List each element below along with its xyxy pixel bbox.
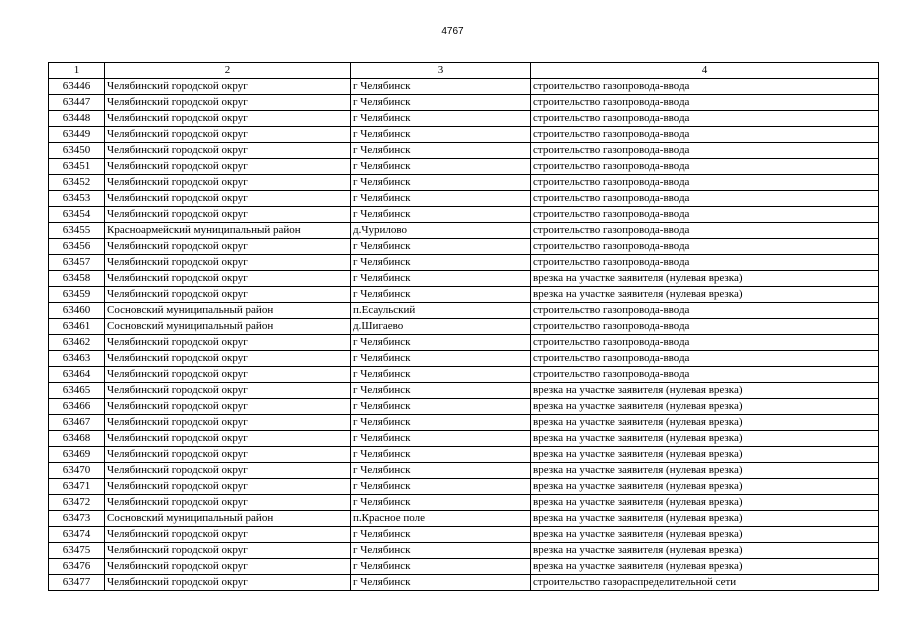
work-type-cell: строительство газопровода-ввода xyxy=(531,79,879,95)
municipality-cell: Челябинский городской округ xyxy=(105,559,351,575)
work-type-cell: врезка на участке заявителя (нулевая врезка) xyxy=(531,415,879,431)
table-row xyxy=(49,447,879,463)
work-type-cell: строительство газопровода-ввода xyxy=(531,367,879,383)
settlement-cell: г Челябинск xyxy=(351,159,531,175)
municipality-cell: Челябинский городской округ xyxy=(105,255,351,271)
table-row xyxy=(49,175,879,191)
table-row xyxy=(49,543,879,559)
table-row xyxy=(49,255,879,271)
row-number-cell: 63462 xyxy=(49,335,105,351)
municipality-cell: Челябинский городской округ xyxy=(105,415,351,431)
header-col-1: 1 xyxy=(49,63,105,79)
work-type-cell: строительство газопровода-ввода xyxy=(531,175,879,191)
row-number-cell: 63474 xyxy=(49,527,105,543)
table-row xyxy=(49,351,879,367)
table-row xyxy=(49,559,879,575)
row-number-cell: 63469 xyxy=(49,447,105,463)
table-header xyxy=(49,63,879,79)
row-number-cell: 63452 xyxy=(49,175,105,191)
table-row xyxy=(49,527,879,543)
settlement-cell: г Челябинск xyxy=(351,127,531,143)
row-number-cell: 63467 xyxy=(49,415,105,431)
municipality-cell: Челябинский городской округ xyxy=(105,111,351,127)
row-number-cell: 63470 xyxy=(49,463,105,479)
settlement-cell: г Челябинск xyxy=(351,543,531,559)
row-number-cell: 63473 xyxy=(49,511,105,527)
municipality-cell: Челябинский городской округ xyxy=(105,207,351,223)
work-type-cell: врезка на участке заявителя (нулевая врезка) xyxy=(531,431,879,447)
header-row xyxy=(49,63,879,79)
work-type-cell: строительство газопровода-ввода xyxy=(531,239,879,255)
work-type-cell: строительство газопровода-ввода xyxy=(531,335,879,351)
row-number-cell: 63459 xyxy=(49,287,105,303)
row-number-cell: 63471 xyxy=(49,479,105,495)
settlement-cell: г Челябинск xyxy=(351,383,531,399)
table-row xyxy=(49,575,879,591)
row-number-cell: 63477 xyxy=(49,575,105,591)
row-number-cell: 63476 xyxy=(49,559,105,575)
table-row xyxy=(49,511,879,527)
municipality-cell: Челябинский городской округ xyxy=(105,399,351,415)
row-number-cell: 63475 xyxy=(49,543,105,559)
municipality-cell: Челябинский городской округ xyxy=(105,383,351,399)
registry-table xyxy=(48,62,879,591)
table-row xyxy=(49,207,879,223)
row-number-cell: 63448 xyxy=(49,111,105,127)
settlement-cell: г Челябинск xyxy=(351,399,531,415)
work-type-cell: врезка на участке заявителя (нулевая врезка) xyxy=(531,447,879,463)
municipality-cell: Челябинский городской округ xyxy=(105,79,351,95)
table-row xyxy=(49,223,879,239)
work-type-cell: строительство газораспределительной сети xyxy=(531,575,879,591)
municipality-cell: Челябинский городской округ xyxy=(105,191,351,207)
municipality-cell: Челябинский городской округ xyxy=(105,367,351,383)
settlement-cell: г Челябинск xyxy=(351,271,531,287)
settlement-cell: г Челябинск xyxy=(351,175,531,191)
municipality-cell: Сосновский муниципальный район xyxy=(105,319,351,335)
table-row xyxy=(49,479,879,495)
header-col-2: 2 xyxy=(105,63,351,79)
settlement-cell: г Челябинск xyxy=(351,463,531,479)
work-type-cell: врезка на участке заявителя (нулевая врезка) xyxy=(531,543,879,559)
settlement-cell: д.Чурилово xyxy=(351,223,531,239)
municipality-cell: Челябинский городской округ xyxy=(105,271,351,287)
table-row xyxy=(49,431,879,447)
work-type-cell: строительство газопровода-ввода xyxy=(531,95,879,111)
row-number-cell: 63446 xyxy=(49,79,105,95)
municipality-cell: Челябинский городской округ xyxy=(105,479,351,495)
work-type-cell: строительство газопровода-ввода xyxy=(531,127,879,143)
settlement-cell: г Челябинск xyxy=(351,255,531,271)
row-number-cell: 63468 xyxy=(49,431,105,447)
table-row xyxy=(49,495,879,511)
row-number-cell: 63466 xyxy=(49,399,105,415)
settlement-cell: д.Шигаево xyxy=(351,319,531,335)
work-type-cell: врезка на участке заявителя (нулевая врезка) xyxy=(531,463,879,479)
table-row xyxy=(49,127,879,143)
settlement-cell: г Челябинск xyxy=(351,111,531,127)
municipality-cell: Челябинский городской округ xyxy=(105,287,351,303)
settlement-cell: г Челябинск xyxy=(351,575,531,591)
table-row xyxy=(49,463,879,479)
page-number: 4767 xyxy=(441,26,464,37)
work-type-cell: врезка на участке заявителя (нулевая врезка) xyxy=(531,287,879,303)
settlement-cell: г Челябинск xyxy=(351,447,531,463)
municipality-cell: Челябинский городской округ xyxy=(105,447,351,463)
table-row xyxy=(49,415,879,431)
settlement-cell: г Челябинск xyxy=(351,191,531,207)
table-row xyxy=(49,399,879,415)
row-number-cell: 63465 xyxy=(49,383,105,399)
table-row xyxy=(49,111,879,127)
work-type-cell: строительство газопровода-ввода xyxy=(531,207,879,223)
settlement-cell: г Челябинск xyxy=(351,431,531,447)
municipality-cell: Челябинский городской округ xyxy=(105,95,351,111)
settlement-cell: г Челябинск xyxy=(351,335,531,351)
table-row xyxy=(49,239,879,255)
row-number-cell: 63447 xyxy=(49,95,105,111)
row-number-cell: 63457 xyxy=(49,255,105,271)
row-number-cell: 63455 xyxy=(49,223,105,239)
municipality-cell: Челябинский городской округ xyxy=(105,527,351,543)
settlement-cell: г Челябинск xyxy=(351,495,531,511)
row-number-cell: 63449 xyxy=(49,127,105,143)
work-type-cell: строительство газопровода-ввода xyxy=(531,111,879,127)
row-number-cell: 63463 xyxy=(49,351,105,367)
work-type-cell: строительство газопровода-ввода xyxy=(531,319,879,335)
row-number-cell: 63472 xyxy=(49,495,105,511)
work-type-cell: врезка на участке заявителя (нулевая врезка) xyxy=(531,559,879,575)
settlement-cell: г Челябинск xyxy=(351,79,531,95)
table-row xyxy=(49,287,879,303)
work-type-cell: врезка на участке заявителя (нулевая врезка) xyxy=(531,479,879,495)
settlement-cell: г Челябинск xyxy=(351,479,531,495)
work-type-cell: врезка на участке заявителя (нулевая врезка) xyxy=(531,511,879,527)
work-type-cell: строительство газопровода-ввода xyxy=(531,191,879,207)
row-number-cell: 63458 xyxy=(49,271,105,287)
municipality-cell: Сосновский муниципальный район xyxy=(105,303,351,319)
settlement-cell: г Челябинск xyxy=(351,367,531,383)
table-row xyxy=(49,159,879,175)
municipality-cell: Сосновский муниципальный район xyxy=(105,511,351,527)
table-row xyxy=(49,367,879,383)
row-number-cell: 63454 xyxy=(49,207,105,223)
work-type-cell: строительство газопровода-ввода xyxy=(531,351,879,367)
table-row xyxy=(49,79,879,95)
table-row xyxy=(49,191,879,207)
work-type-cell: врезка на участке заявителя (нулевая врезка) xyxy=(531,527,879,543)
work-type-cell: строительство газопровода-ввода xyxy=(531,159,879,175)
table-row xyxy=(49,271,879,287)
municipality-cell: Челябинский городской округ xyxy=(105,143,351,159)
municipality-cell: Челябинский городской округ xyxy=(105,159,351,175)
work-type-cell: строительство газопровода-ввода xyxy=(531,255,879,271)
municipality-cell: Челябинский городской округ xyxy=(105,127,351,143)
settlement-cell: г Челябинск xyxy=(351,143,531,159)
settlement-cell: г Челябинск xyxy=(351,559,531,575)
table-row xyxy=(49,335,879,351)
work-type-cell: врезка на участке заявителя (нулевая врезка) xyxy=(531,271,879,287)
row-number-cell: 63453 xyxy=(49,191,105,207)
municipality-cell: Челябинский городской округ xyxy=(105,495,351,511)
municipality-cell: Челябинский городской округ xyxy=(105,351,351,367)
row-number-cell: 63451 xyxy=(49,159,105,175)
municipality-cell: Челябинский городской округ xyxy=(105,175,351,191)
table-row xyxy=(49,95,879,111)
settlement-cell: г Челябинск xyxy=(351,415,531,431)
settlement-cell: г Челябинск xyxy=(351,351,531,367)
municipality-cell: Красноармейский муниципальный район xyxy=(105,223,351,239)
work-type-cell: строительство газопровода-ввода xyxy=(531,143,879,159)
work-type-cell: врезка на участке заявителя (нулевая врезка) xyxy=(531,495,879,511)
work-type-cell: врезка на участке заявителя (нулевая врезка) xyxy=(531,383,879,399)
table-row xyxy=(49,319,879,335)
municipality-cell: Челябинский городской округ xyxy=(105,463,351,479)
work-type-cell: строительство газопровода-ввода xyxy=(531,303,879,319)
table-row xyxy=(49,303,879,319)
settlement-cell: г Челябинск xyxy=(351,95,531,111)
municipality-cell: Челябинский городской округ xyxy=(105,335,351,351)
work-type-cell: строительство газопровода-ввода xyxy=(531,223,879,239)
row-number-cell: 63450 xyxy=(49,143,105,159)
settlement-cell: п.Красное поле xyxy=(351,511,531,527)
table-row xyxy=(49,143,879,159)
work-type-cell: врезка на участке заявителя (нулевая врезка) xyxy=(531,399,879,415)
settlement-cell: п.Есаульский xyxy=(351,303,531,319)
settlement-cell: г Челябинск xyxy=(351,287,531,303)
header-col-3: 3 xyxy=(351,63,531,79)
settlement-cell: г Челябинск xyxy=(351,239,531,255)
header-col-4: 4 xyxy=(531,63,879,79)
settlement-cell: г Челябинск xyxy=(351,207,531,223)
row-number-cell: 63461 xyxy=(49,319,105,335)
settlement-cell: г Челябинск xyxy=(351,527,531,543)
table-row xyxy=(49,383,879,399)
municipality-cell: Челябинский городской округ xyxy=(105,431,351,447)
municipality-cell: Челябинский городской округ xyxy=(105,239,351,255)
row-number-cell: 63464 xyxy=(49,367,105,383)
municipality-cell: Челябинский городской округ xyxy=(105,575,351,591)
municipality-cell: Челябинский городской округ xyxy=(105,543,351,559)
row-number-cell: 63456 xyxy=(49,239,105,255)
row-number-cell: 63460 xyxy=(49,303,105,319)
table-body xyxy=(49,79,879,591)
